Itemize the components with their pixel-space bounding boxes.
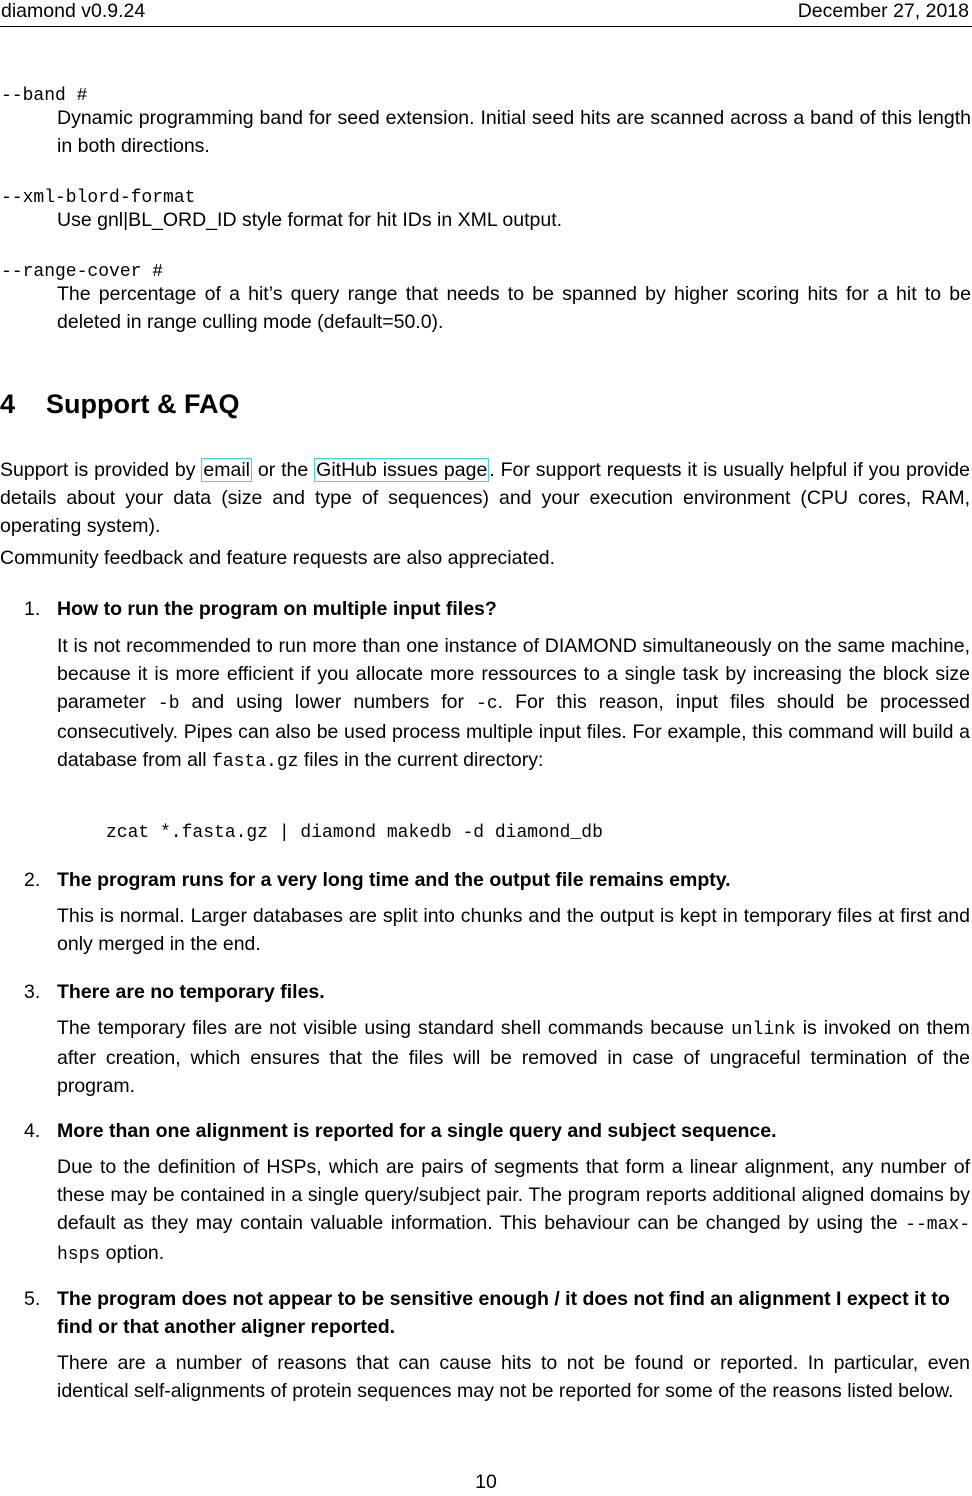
github-issues-link[interactable]: GitHub issues page (316, 459, 488, 481)
faq-answer: This is normal. Larger databases are split into chunks and the output is kept in temporary files at first and only merged in the end. (57, 905, 970, 955)
option-name: --range-cover # (1, 262, 164, 282)
code-command: zcat *.fasta.gz | diamond makedb -d diamond_db (106, 823, 603, 843)
faq-question: There are no temporary files. (57, 981, 325, 1003)
intro-paragraph (0, 456, 970, 540)
doc-date: December 27, 2018 (797, 0, 969, 22)
code-c: -c (476, 694, 498, 714)
intro-text: Support is provided by (0, 459, 202, 481)
faq-question: How to run the program on multiple input files? (57, 598, 497, 620)
option-desc: Use gnl|BL_ORD_ID style format for hit IDs in XML output. (57, 209, 563, 231)
faq-number: 2. (24, 869, 41, 891)
code-fasta-gz: fasta.gz (212, 752, 299, 772)
option-desc: Dynamic programming band for seed extension. Initial seed hits are scanned across a band of this length in both directions. (57, 107, 971, 157)
section-title: Support & FAQ (46, 389, 240, 419)
option-desc: The percentage of a hit’s query range that needs to be spanned by higher scoring hits for a hit to be deleted in range culling mode (default=50.0). (57, 283, 971, 333)
faq-number: 3. (24, 981, 41, 1003)
code-unlink: unlink (730, 1020, 796, 1040)
email-link[interactable]: email (203, 459, 250, 481)
page-number: 10 (475, 1471, 497, 1493)
community-paragraph: Community feedback and feature requests are also appreciated. (0, 547, 555, 569)
section-heading (0, 390, 239, 418)
faq-number: 4. (24, 1120, 41, 1142)
faq-number: 5. (24, 1288, 41, 1310)
code-max-hsps: --max-hsps (57, 1215, 970, 1265)
faq-answer: There are a number of reasons that can cause hits to not be found or reported. In particular, even identical self-alignments of protein sequences may not be reported for some of the reasons listed below. (57, 1352, 970, 1402)
faq-question: The program runs for a very long time and the output file remains empty. (57, 869, 731, 891)
faq-question: More than one alignment is reported for a single query and subject sequence. (57, 1120, 777, 1142)
section-number: 4 (0, 389, 16, 419)
faq-answer: It is not recommended to run more than one instance of DIAMOND simultaneously on the same machine, because it is more efficient if you allocate more ressources to a single task by increasing the block size parameter -b and using lower numbers for -c. For this reason, input files should be processed consecutively. Pipes can also be used process multiple input files. For example, this command will build a database from all fasta.gz files in the current directory: (57, 635, 970, 772)
faq-number: 1. (24, 598, 41, 620)
page-header (0, 0, 972, 27)
option-name: --xml-blord-format (1, 188, 196, 208)
faq-answer: The temporary files are not visible using standard shell commands because unlink is invoked on them after creation, which ensures that the files will be removed in case of ungraceful termination of the program. (57, 1017, 970, 1097)
faq-question: The program does not appear to be sensitive enough / it does not find an alignment I expect it to find or that another aligner reported. (57, 1288, 950, 1338)
intro-text: . For support requests it is usually helpful if you provide details about your data (size and type of sequences) and your execution environment (CPU cores, RAM, operating system). (0, 459, 970, 537)
doc-version: diamond v0.9.24 (1, 0, 146, 22)
faq-answer: Due to the definition of HSPs, which are pairs of segments that form a linear alignment, any number of these may be contained in a single query/subject pair. The program reports additional aligned domains by default as they may contain valuable information. This behaviour can be changed by using the --max-hsps option. (57, 1156, 970, 1265)
intro-text: or the (252, 459, 315, 481)
option-name: --band # (1, 86, 88, 106)
code-b: -b (157, 694, 180, 714)
